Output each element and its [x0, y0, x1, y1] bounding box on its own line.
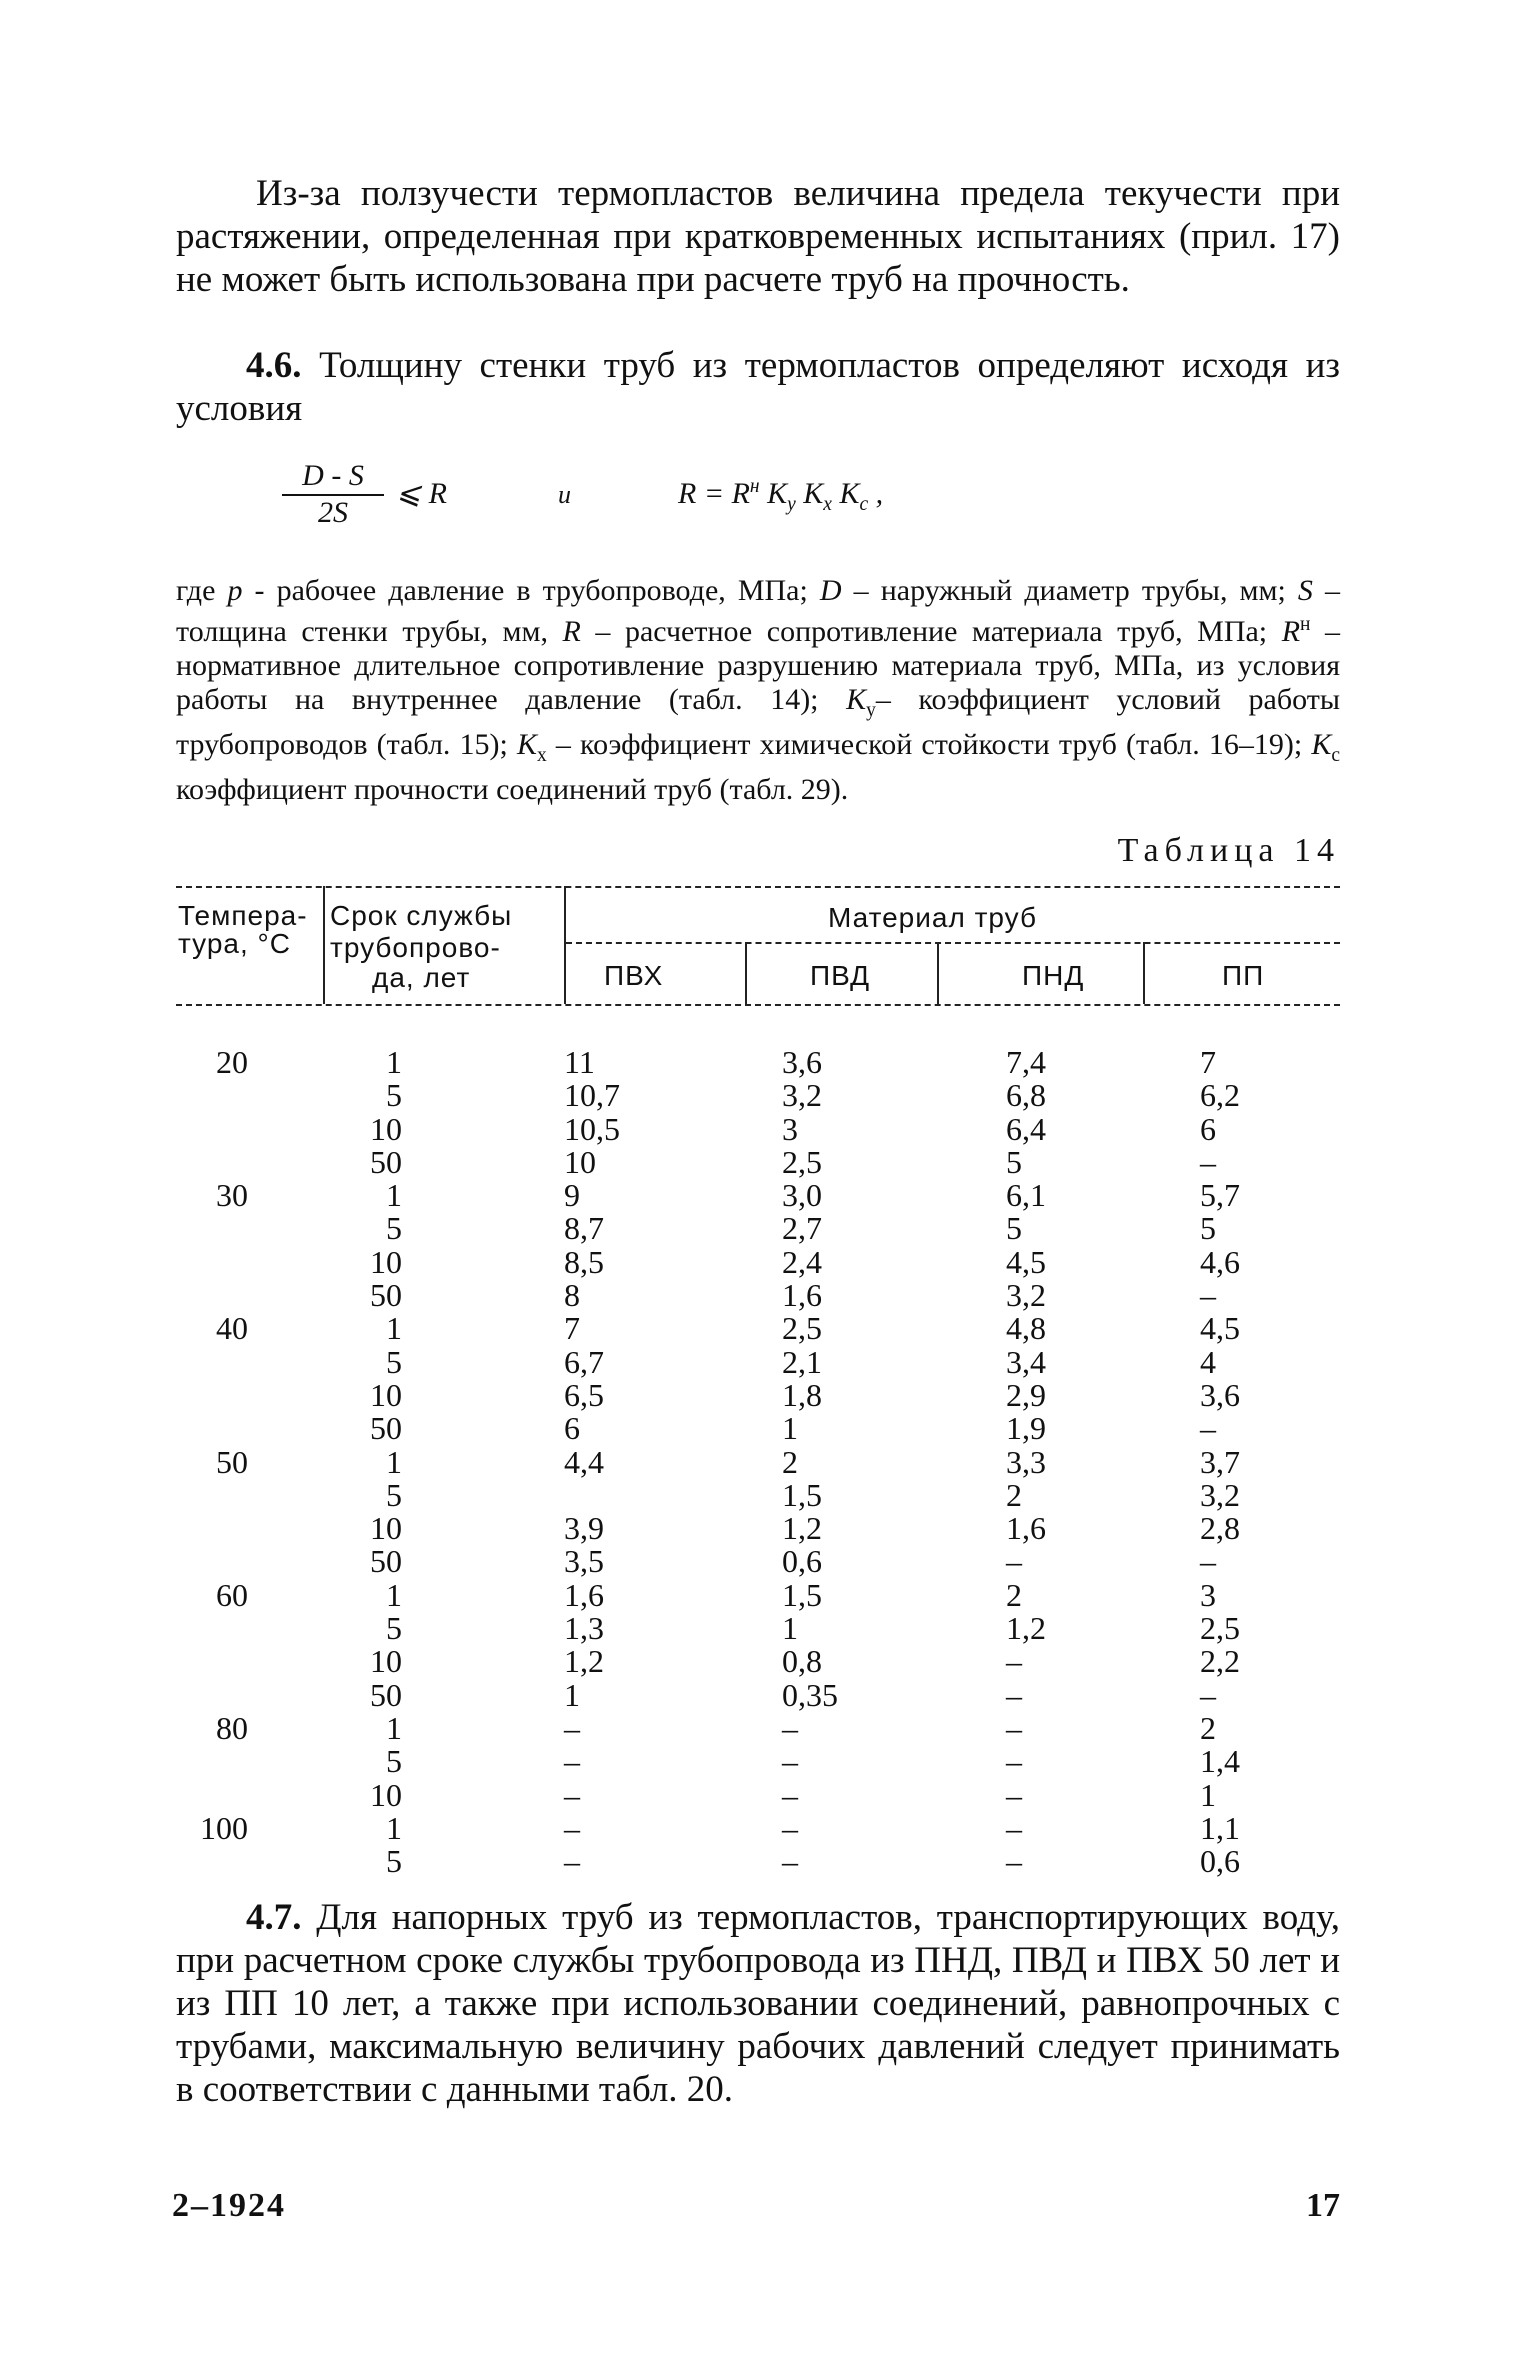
table-row: [0, 1476, 1535, 1513]
header-material: Материал труб: [828, 902, 1038, 933]
cell-pvh: 10,7: [564, 1077, 620, 1114]
cell-temperature: 40: [216, 1310, 248, 1347]
formula-fraction: [278, 460, 388, 528]
cell-pvh: 1: [564, 1676, 580, 1713]
header-temp-line1: Темпера-: [178, 900, 308, 931]
cell-pvd: –: [782, 1743, 798, 1780]
cell-pvd: –: [782, 1776, 798, 1813]
cell-service-life: 5: [386, 1476, 402, 1513]
cell-pvd: 3,0: [782, 1177, 822, 1214]
cell-pp: –: [1200, 1676, 1216, 1713]
table-row: [0, 1612, 1535, 1645]
cell-service-life: 1: [386, 1177, 402, 1214]
cell-pvd: 1,5: [782, 1476, 822, 1513]
cell-pvd: 2: [782, 1443, 798, 1480]
cell-service-life: 50: [370, 1277, 402, 1314]
cell-pvd: –: [782, 1709, 798, 1746]
legend-p-text: - рабочее давление в трубопроводе, МПа;: [242, 574, 820, 607]
cell-service-life: 10: [370, 1643, 402, 1680]
cell-pp: 2,5: [1200, 1610, 1240, 1647]
cell-pp: 6,2: [1200, 1077, 1240, 1114]
cell-pvd: 2,7: [782, 1210, 822, 1247]
cell-pvh: 9: [564, 1177, 580, 1214]
cell-pvh: –: [564, 1743, 580, 1780]
cell-pp: 6: [1200, 1110, 1216, 1147]
cell-pnd: 2: [1006, 1476, 1022, 1513]
cell-pvd: 2,5: [782, 1143, 822, 1180]
legend-r-text: – расчетное сопротивление материала труб, МПа;: [580, 615, 1282, 648]
formula-k3: K: [839, 477, 860, 510]
cell-pvh: 8,7: [564, 1210, 604, 1247]
cell-service-life: 10: [370, 1376, 402, 1413]
cell-service-life: 5: [386, 1210, 402, 1247]
legend-ky-text: – коэффициент условий работы трубопроводов (табл. 15);: [176, 683, 1340, 761]
header-life-line2: трубопрово-: [330, 932, 501, 963]
paragraph-creep: Из-за ползучести термопластов величина предела текучести при растяжении, определенная при кратковременных испытаниях (прил. 17) не может быть использована при расчете труб на прочность.: [176, 173, 1340, 300]
cell-service-life: 10: [370, 1776, 402, 1813]
cell-pp: 5: [1200, 1210, 1216, 1247]
cell-service-life: 10: [370, 1110, 402, 1147]
cell-service-life: 10: [370, 1243, 402, 1280]
cell-service-life: 5: [386, 1077, 402, 1114]
cell-pvd: 1: [782, 1410, 798, 1447]
cell-pvh: 1,6: [564, 1576, 604, 1613]
cell-service-life: 5: [386, 1343, 402, 1380]
cell-pp: –: [1200, 1543, 1216, 1580]
cell-pvh: 6,5: [564, 1376, 604, 1413]
cell-pvd: 0,6: [782, 1543, 822, 1580]
cell-pvh: 6: [564, 1410, 580, 1447]
legend-d-symbol: D: [819, 574, 842, 607]
legend-ky-symbol: K: [846, 683, 867, 716]
cell-service-life: 50: [370, 1676, 402, 1713]
cell-temperature: 80: [216, 1709, 248, 1746]
cell-pnd: 6,8: [1006, 1077, 1046, 1114]
table-row: [0, 1343, 1535, 1380]
cell-pvd: 1: [782, 1610, 798, 1647]
table-body: [0, 1046, 1535, 1878]
cell-pvd: 3,6: [782, 1044, 822, 1080]
legend-where: где: [176, 574, 216, 607]
table-row: [0, 1376, 1535, 1413]
cell-pp: 4,5: [1200, 1310, 1240, 1347]
footer-signature: 2–1924: [172, 2187, 286, 2224]
formula-denominator: 2S: [318, 496, 348, 529]
table-row: [0, 1110, 1535, 1147]
cell-pnd: 3,4: [1006, 1343, 1046, 1380]
cell-pnd: 4,5: [1006, 1243, 1046, 1280]
cell-temperature: 20: [216, 1044, 248, 1080]
table-row: [0, 1709, 1535, 1746]
legend-rn-text: – нормативное длительное сопротивление разрушению материала труб, МПа, из условия работы на внутреннее давление (табл. 14);: [176, 615, 1340, 716]
cell-pvh: 3,9: [564, 1510, 604, 1547]
header-divider-pnd: [937, 942, 939, 1004]
header-life-line1: Срок службы: [330, 900, 513, 931]
table-row: [0, 1576, 1535, 1613]
table-row: [0, 1676, 1535, 1713]
formula-r-sup: н: [749, 476, 760, 497]
cell-pvh: –: [564, 1843, 580, 1880]
header-divider-temp: [323, 886, 325, 1004]
header-pvh: ПВХ: [604, 960, 664, 991]
cell-pvh: 1,2: [564, 1643, 604, 1680]
paragraph-4-6: [176, 344, 1340, 430]
cell-pnd: 6,4: [1006, 1110, 1046, 1147]
cell-service-life: 5: [386, 1843, 402, 1880]
formula-conjunction: и: [558, 480, 571, 509]
legend-rn-symbol: R: [1281, 615, 1301, 648]
cell-pnd: 2,9: [1006, 1376, 1046, 1413]
cell-pvh: 11: [564, 1044, 595, 1080]
cell-pp: 7: [1200, 1044, 1216, 1080]
cell-pvh: 10,5: [564, 1110, 620, 1147]
cell-pvd: 1,2: [782, 1510, 822, 1547]
cell-service-life: 5: [386, 1610, 402, 1647]
table-row: [0, 1845, 1535, 1878]
table-row: [0, 1545, 1535, 1578]
header-divider-pvd: [745, 942, 747, 1004]
cell-pvh: –: [564, 1809, 580, 1846]
cell-temperature: 100: [200, 1809, 248, 1846]
clause-number: 4.6.: [246, 345, 302, 386]
cell-pp: 4,6: [1200, 1243, 1240, 1280]
cell-pnd: 3,2: [1006, 1277, 1046, 1314]
cell-pp: 2,8: [1200, 1510, 1240, 1547]
table-row: [0, 1312, 1535, 1345]
header-pvd: ПВД: [810, 960, 871, 991]
cell-pp: 1,4: [1200, 1743, 1240, 1780]
clause-number-4-7: 4.7.: [246, 1897, 302, 1938]
header-pnd: ПНД: [1022, 960, 1085, 991]
formula-r: R = R: [678, 477, 750, 510]
cell-pnd: –: [1006, 1643, 1022, 1680]
legend-rn-sup: н: [1300, 614, 1311, 635]
cell-service-life: 1: [386, 1709, 402, 1746]
paragraph-4-7: [176, 1896, 1340, 2111]
header-divider-pp: [1143, 942, 1145, 1004]
clause-text-4-7: Для напорных труб из термопластов, транспортирующих воду, при расчетном сроке службы трубопровода из ПНД, ПВД и ПВХ 50 лет и из ПП 10 лет, а также при использовании соединений, равнопрочных с трубами, максимальную величину рабочих давлений следует принимать в соответствии с данными табл. 20.: [176, 1897, 1341, 2110]
header-life-line3: да, лет: [372, 962, 471, 993]
cell-pvd: –: [782, 1809, 798, 1846]
cell-pp: –: [1200, 1410, 1216, 1447]
formula-inequality: ⩽ R: [396, 477, 447, 510]
cell-pnd: 5: [1006, 1143, 1022, 1180]
cell-pnd: –: [1006, 1843, 1022, 1880]
legend-kx-sub: х: [537, 745, 547, 766]
table-row: [0, 1212, 1535, 1245]
formula-k2-sub: х: [823, 494, 832, 515]
table-row: [0, 1279, 1535, 1312]
legend-kc-text: коэффициент прочности соединений труб (табл. 29).: [176, 773, 849, 806]
cell-pnd: 3,3: [1006, 1443, 1046, 1480]
table-row: [0, 1512, 1535, 1545]
table-row: [0, 1079, 1535, 1112]
cell-pvd: 1,5: [782, 1576, 822, 1613]
cell-pp: 3,2: [1200, 1476, 1240, 1513]
cell-pnd: –: [1006, 1709, 1022, 1746]
header-divider-life: [564, 886, 566, 1004]
cell-pnd: –: [1006, 1743, 1022, 1780]
wall-thickness-formula: [278, 460, 1038, 540]
formula-comma: ,: [875, 477, 884, 510]
cell-pvh: 1,3: [564, 1610, 604, 1647]
table-top-rule: [176, 886, 1340, 888]
cell-pvh: 7: [564, 1310, 580, 1347]
cell-pp: 2,2: [1200, 1643, 1240, 1680]
cell-pvh: 6,7: [564, 1343, 604, 1380]
cell-pvd: 3,2: [782, 1077, 822, 1114]
table-row: [0, 1443, 1535, 1480]
cell-pnd: 1,6: [1006, 1510, 1046, 1547]
legend-r-symbol: R: [562, 615, 581, 648]
legend-p-symbol: p: [227, 574, 243, 607]
formula-k1: K: [767, 477, 788, 510]
cell-service-life: 1: [386, 1443, 402, 1480]
cell-pnd: –: [1006, 1809, 1022, 1846]
cell-service-life: 1: [386, 1044, 402, 1080]
cell-service-life: 1: [386, 1310, 402, 1347]
cell-pp: 1,1: [1200, 1809, 1240, 1846]
header-temp-line2: тура, °С: [178, 928, 291, 959]
cell-pp: 4: [1200, 1343, 1216, 1380]
cell-pvd: 0,35: [782, 1676, 838, 1713]
table-row: [0, 1745, 1535, 1778]
formula-k2: K: [803, 477, 824, 510]
cell-pnd: 6,1: [1006, 1177, 1046, 1214]
cell-pp: 5,7: [1200, 1177, 1240, 1214]
cell-pvh: 10: [564, 1143, 596, 1180]
cell-pvh: –: [564, 1776, 580, 1813]
cell-pnd: 5: [1006, 1210, 1022, 1247]
cell-pnd: 1,9: [1006, 1410, 1046, 1447]
cell-service-life: 1: [386, 1576, 402, 1613]
cell-service-life: 50: [370, 1143, 402, 1180]
cell-pvh: 4,4: [564, 1443, 604, 1480]
cell-pnd: 7,4: [1006, 1044, 1046, 1080]
cell-pp: 0,6: [1200, 1843, 1240, 1880]
table-caption: Таблица 14: [1117, 832, 1340, 869]
table-row: [0, 1776, 1535, 1813]
cell-service-life: 5: [386, 1743, 402, 1780]
cell-pnd: –: [1006, 1776, 1022, 1813]
cell-pnd: 2: [1006, 1576, 1022, 1613]
cell-pnd: 1,2: [1006, 1610, 1046, 1647]
cell-pvd: 0,8: [782, 1643, 822, 1680]
legend-d-text: – наружный диаметр трубы, мм;: [841, 574, 1298, 607]
cell-pnd: –: [1006, 1676, 1022, 1713]
table-row: [0, 1243, 1535, 1280]
cell-temperature: 50: [216, 1443, 248, 1480]
table-row: [0, 1046, 1535, 1079]
cell-pp: –: [1200, 1143, 1216, 1180]
legend-s-text: – толщина стенки трубы, мм,: [176, 574, 1340, 648]
cell-pp: –: [1200, 1277, 1216, 1314]
cell-pvd: 2,5: [782, 1310, 822, 1347]
cell-temperature: 60: [216, 1576, 248, 1613]
cell-pvh: 8: [564, 1277, 580, 1314]
legend-kx-text: – коэффициент химической стойкости труб (табл. 16–19);: [546, 728, 1312, 761]
cell-pvd: 1,6: [782, 1277, 822, 1314]
table-row: [0, 1645, 1535, 1678]
cell-pp: 2: [1200, 1709, 1216, 1746]
cell-service-life: 1: [386, 1809, 402, 1846]
formula-k3-sub: с: [859, 494, 869, 515]
cell-pvd: 3: [782, 1110, 798, 1147]
cell-pnd: 4,8: [1006, 1310, 1046, 1347]
formula-numerator: D - S: [302, 459, 364, 492]
cell-service-life: 50: [370, 1543, 402, 1580]
formula-k1-sub: у: [787, 494, 796, 515]
cell-pvh: –: [564, 1709, 580, 1746]
page-number: 17: [1306, 2187, 1340, 2224]
cell-pnd: –: [1006, 1543, 1022, 1580]
legend-kc-symbol: K: [1311, 728, 1332, 761]
legend-kx-symbol: K: [517, 728, 538, 761]
cell-pvd: –: [782, 1843, 798, 1880]
cell-pvd: 2,1: [782, 1343, 822, 1380]
cell-pp: 3,7: [1200, 1443, 1240, 1480]
cell-pvd: 1,8: [782, 1376, 822, 1413]
cell-temperature: 30: [216, 1177, 248, 1214]
table-header-bottom-rule: [176, 1004, 1340, 1006]
cell-pp: 1: [1200, 1776, 1216, 1813]
cell-service-life: 10: [370, 1510, 402, 1547]
table-row: [0, 1809, 1535, 1846]
cell-pp: 3,6: [1200, 1376, 1240, 1413]
legend-ky-sub: у: [866, 700, 876, 721]
table-row: [0, 1179, 1535, 1212]
clause-text: Толщину стенки труб из термопластов определяют исходя из условия: [176, 345, 1340, 429]
table-row: [0, 1412, 1535, 1445]
cell-pp: 3: [1200, 1576, 1216, 1613]
material-subheader-rule: [566, 942, 1340, 944]
formula-equation: [678, 476, 883, 516]
table-row: [0, 1143, 1535, 1180]
legend-s-symbol: S: [1297, 574, 1313, 607]
cell-service-life: 50: [370, 1410, 402, 1447]
cell-pvd: 2,4: [782, 1243, 822, 1280]
legend-kc-sub: с: [1331, 745, 1341, 766]
header-pp: ПП: [1222, 960, 1265, 991]
symbol-legend: [176, 574, 1340, 807]
cell-pvh: 3,5: [564, 1543, 604, 1580]
cell-pvh: 8,5: [564, 1243, 604, 1280]
